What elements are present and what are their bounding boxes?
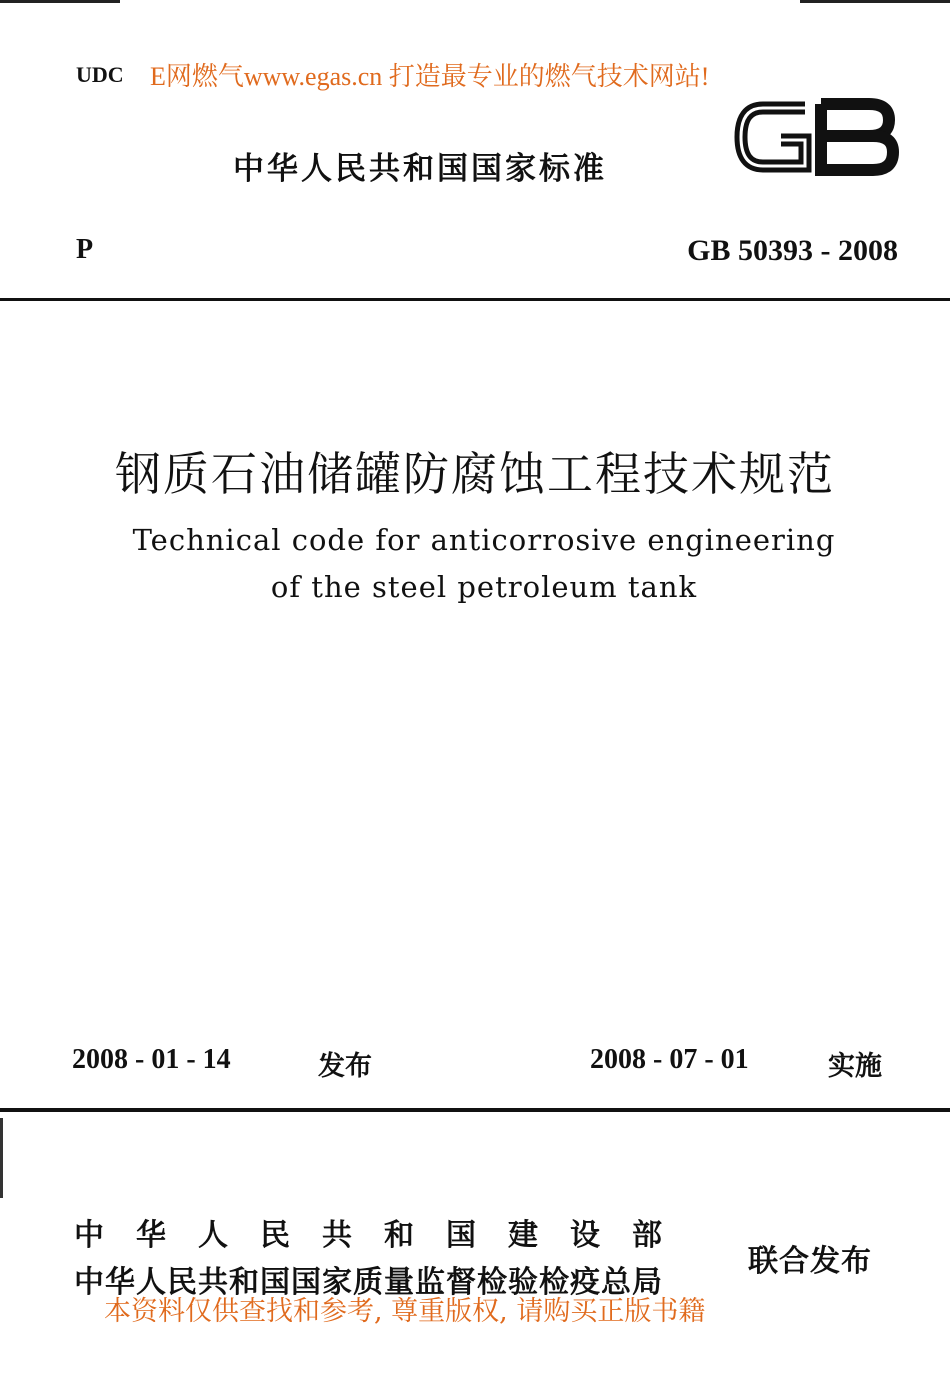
publisher-org-1: 中华人民共和国建设部	[74, 1218, 694, 1253]
left-edge-mark	[0, 1118, 3, 1198]
title-english-line1: Technical code for anticorrosive engineering	[132, 523, 836, 557]
implementation-date: 2008 - 07 - 01	[590, 1044, 749, 1075]
watermark-top: E网燃气www.egas.cn 打造最专业的燃气技术网站!	[150, 62, 710, 91]
top-edge-mark-left	[0, 0, 120, 3]
title-english-line2: of the steel petroleum tank	[270, 570, 698, 604]
issue-label: 发布	[318, 1051, 372, 1082]
standard-number: GB 50393 - 2008	[687, 234, 898, 267]
watermark-bottom: 本资料仅供查找和参考, 尊重版权, 请购买正版书籍	[104, 1296, 706, 1327]
standard-category: 中华人民共和国国家标准	[233, 151, 607, 187]
joint-publish-label: 联合发布	[748, 1244, 872, 1279]
implementation-label: 实施	[828, 1051, 882, 1082]
publisher-org-2: 中华人民共和国国家质量监督检验检疫总局	[74, 1265, 663, 1300]
issue-date: 2008 - 01 - 14	[72, 1044, 231, 1075]
classification-code: P	[76, 234, 94, 265]
divider-top	[0, 298, 950, 301]
title-chinese: 钢质石油储罐防腐蚀工程技术规范	[115, 447, 835, 501]
udc-label: UDC	[76, 62, 124, 87]
gb-logo	[733, 94, 899, 180]
top-edge-mark-right	[800, 0, 950, 3]
divider-bottom	[0, 1108, 950, 1112]
